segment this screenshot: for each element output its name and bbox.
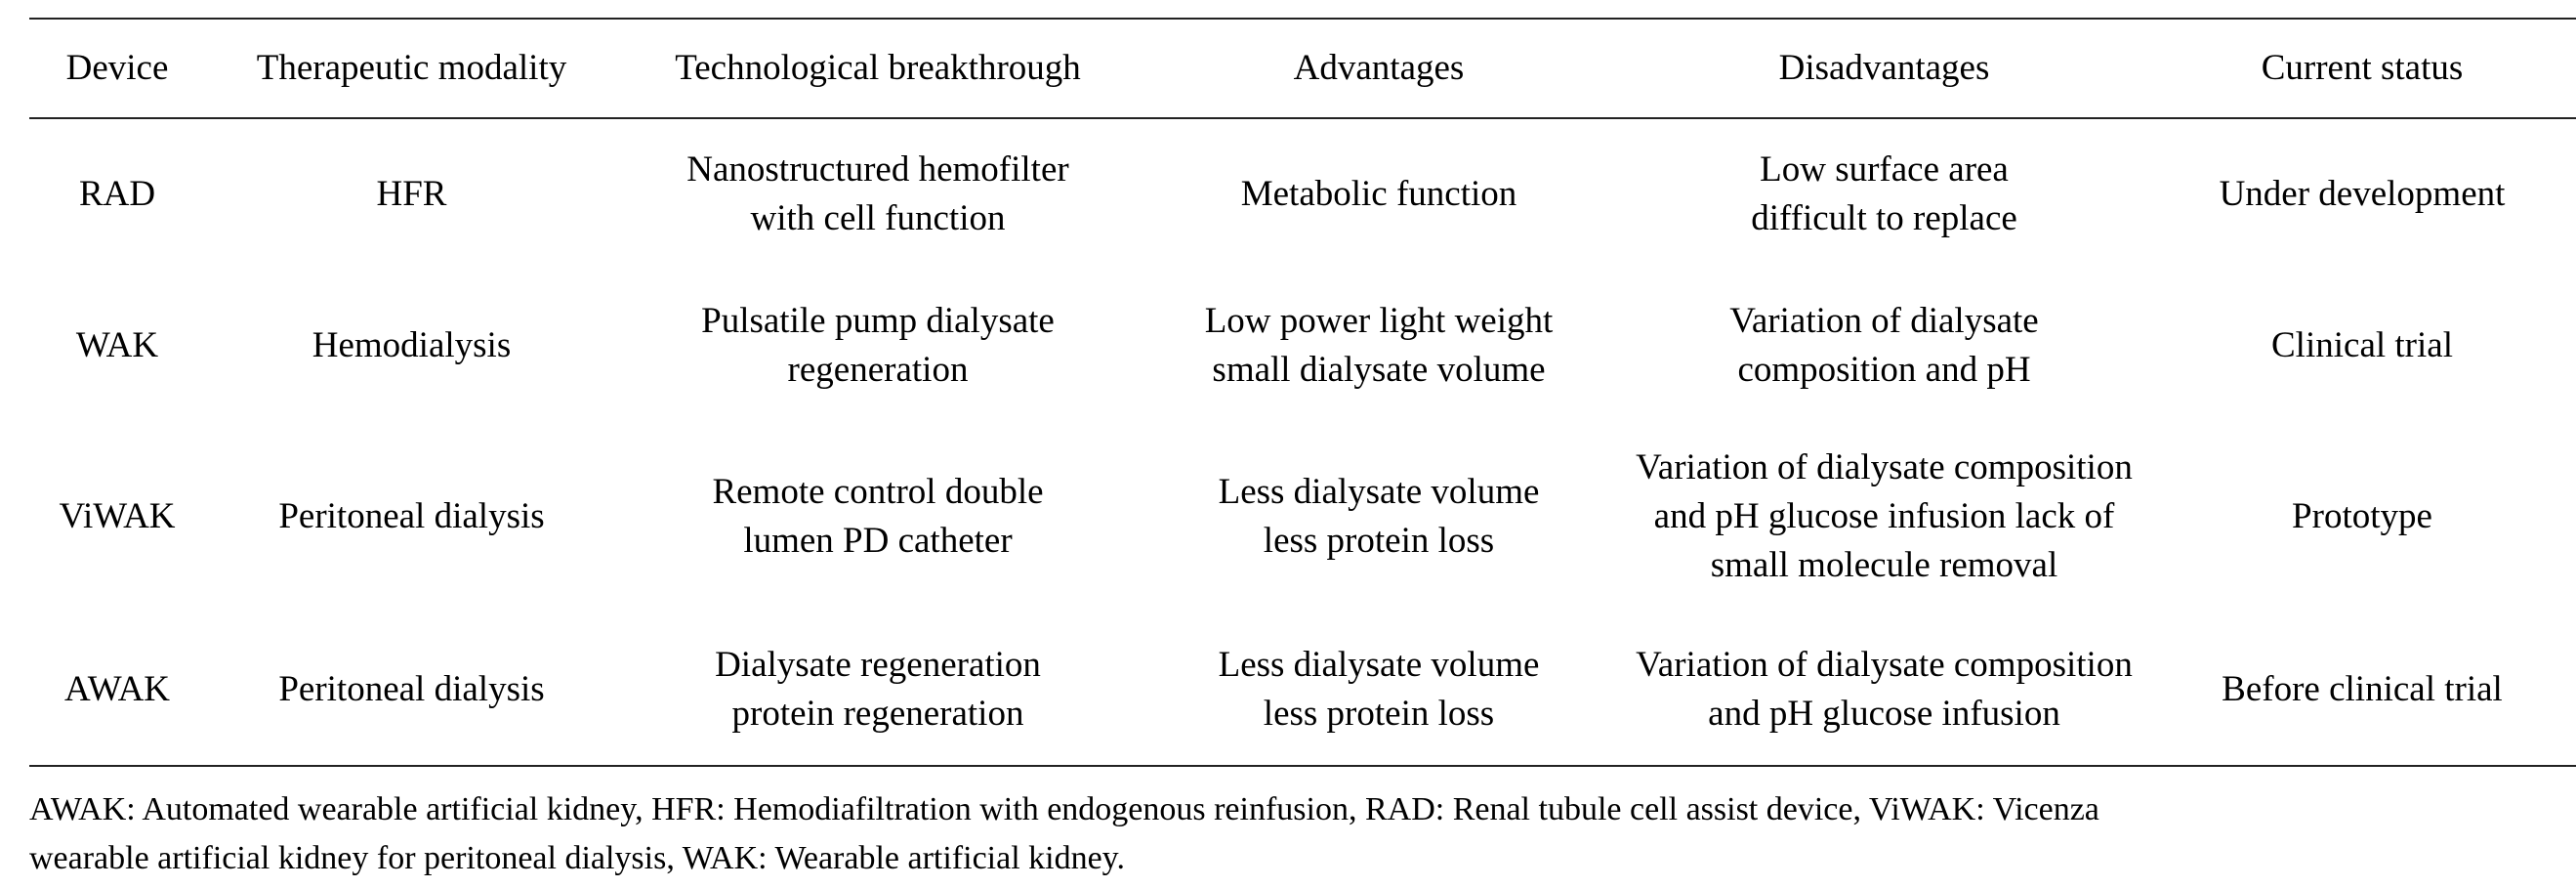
cell-status: Before clinical trial [2222,668,2503,709]
cell-advantages [1138,272,1620,420]
cell-line: protein regeneration [731,693,1024,734]
cell-device: RAD [78,174,156,214]
footnote-line: wearable artificial kidney for peritoneal dialysis, WAK: Wearable artificial kidney. [29,840,1125,876]
cell-line: small molecule removal [1710,545,2058,585]
cell-line: Less dialysate volume [1218,472,1540,512]
cell-line: Variation of dialysate composition [1636,447,2133,487]
table-footnote [29,785,2576,883]
cell-line: Nanostructured hemofilter [686,149,1069,190]
cell-line: Pulsatile pump dialysate [701,301,1055,341]
cell-line: Dialysate regeneration [715,644,1041,685]
cell-status: Clinical trial [2271,325,2453,365]
cell-line: Variation of dialysate [1729,301,2039,341]
cell-disadvantages [1620,420,2148,613]
cell-line: with cell function [750,198,1006,238]
table-bottom-rule [29,765,2576,767]
cell-line: and pH glucose infusion lack of [1653,496,2115,536]
cell-status: Under development [2219,174,2506,214]
table-row [29,613,2576,765]
cell-breakthrough [618,117,1138,272]
table-row [29,420,2576,613]
devices-comparison-table [29,20,2576,765]
cell-line: less protein loss [1263,693,1495,734]
cell-device: WAK [75,325,159,365]
cell-modality: Peritoneal dialysis [278,496,545,536]
cell-status: Prototype [2292,496,2432,536]
cell-line: lumen PD catheter [743,521,1013,561]
cell-breakthrough [618,420,1138,613]
table-row [29,272,2576,420]
cell-advantages [1138,613,1620,765]
cell-line: Metabolic function [1240,174,1517,214]
cell-line: and pH glucose infusion [1708,693,2060,734]
header-technological-breakthrough: Technological breakthrough [675,48,1081,88]
cell-breakthrough [618,613,1138,765]
table-header-row [29,20,2576,117]
cell-line: less protein loss [1263,521,1495,561]
cell-modality: Peritoneal dialysis [278,668,545,709]
cell-breakthrough [618,272,1138,420]
cell-disadvantages [1620,613,2148,765]
cell-modality: Hemodialysis [312,325,512,365]
cell-advantages [1138,420,1620,613]
cell-advantages [1138,117,1620,272]
cell-line: composition and pH [1737,350,2031,390]
header-disadvantages: Disadvantages [1778,48,1990,88]
cell-line: small dialysate volume [1212,350,1546,390]
header-device: Device [65,48,169,88]
cell-device: AWAK [63,668,171,709]
table-row [29,117,2576,272]
header-therapeutic-modality: Therapeutic modality [256,48,567,88]
header-advantages: Advantages [1293,48,1465,88]
header-current-status: Current status [2261,48,2464,88]
cell-line: Low power light weight [1204,301,1554,341]
cell-disadvantages [1620,117,2148,272]
cell-line: Low surface area [1760,149,2009,190]
cell-disadvantages [1620,272,2148,420]
cell-line: regeneration [787,350,969,390]
cell-modality: HFR [376,174,447,214]
footnote-line: AWAK: Automated wearable artificial kidney, HFR: Hemodiafiltration with endogenous reinfusion, RAD: Renal tubule cell assist device, ViWAK: Vicenza [29,791,2099,827]
cell-line: Remote control double [712,472,1044,512]
cell-line: Variation of dialysate composition [1636,644,2133,685]
cell-line: Less dialysate volume [1218,644,1540,685]
cell-line: difficult to replace [1751,198,2017,238]
cell-device: ViWAK [59,496,176,536]
